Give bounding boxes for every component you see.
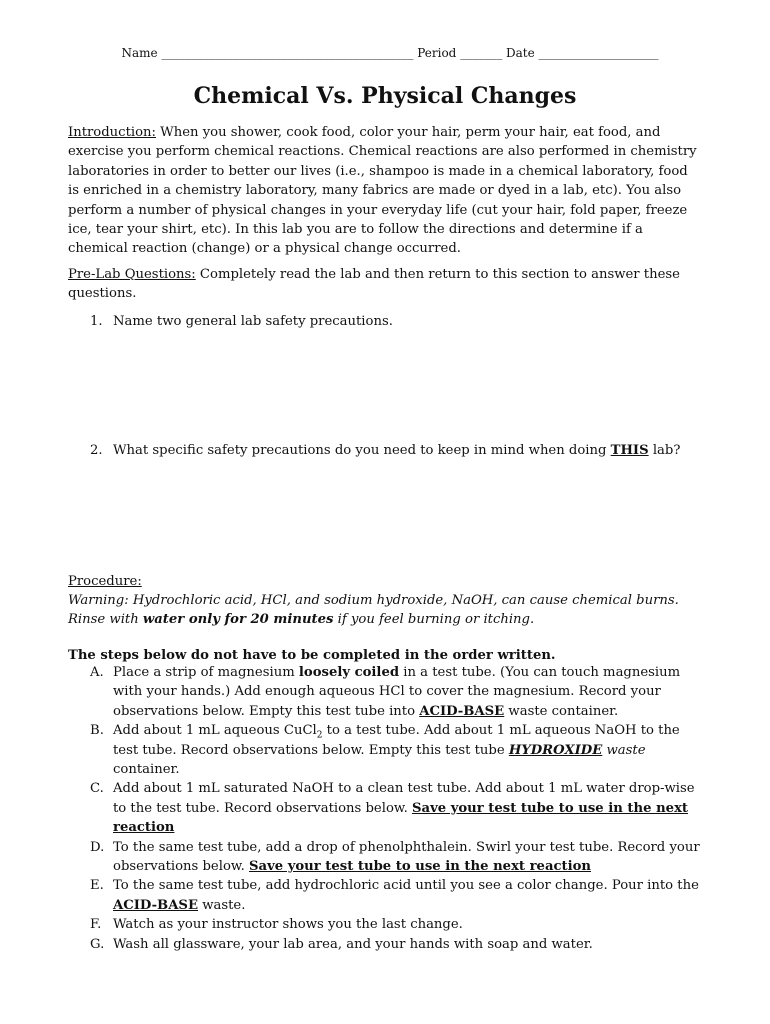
- worksheet-page: [68, 46, 702, 954]
- step-text: Watch as your instructor shows you the last change.: [113, 917, 463, 933]
- prelab-text: Completely read the lab and then return to this section to answer these questions.: [68, 266, 680, 302]
- step-text: [113, 838, 702, 877]
- prelab-question-1: [68, 312, 702, 441]
- step-bold-underline: ACID-BASE: [113, 897, 199, 913]
- step-text-part: Add about 1 mL saturated NaOH to a clean test tube. Add about 1 mL water drop-wise to the test tube. Record observations below.: [113, 781, 695, 816]
- subscript: 2: [316, 730, 323, 741]
- step-text-part: to a test tube. Add about 1 mL aqueous NaOH to the test tube. Record observations below. Empty this test tube: [113, 723, 680, 758]
- step-text: [113, 663, 702, 721]
- steps-heading: The steps below do not have to be completed in the order written.: [68, 647, 556, 663]
- introduction-label: Introduction:: [68, 125, 156, 140]
- step-bold-underline: Save your test tube to use in the next reaction: [113, 800, 689, 836]
- date-label: Date: [506, 46, 535, 60]
- warning-bold: water only for 20 minutes: [142, 612, 334, 628]
- step-text: [113, 779, 702, 837]
- name-blank: __________________________________________: [161, 46, 414, 60]
- step-text-part: Place a strip of magnesium: [113, 664, 299, 680]
- question-number: 2.: [90, 442, 103, 458]
- prelab-question-2: [68, 441, 702, 570]
- step-letter: F.: [90, 917, 102, 933]
- question-number: 1.: [90, 313, 103, 329]
- introduction-text: When you shower, cook food, color your hair, perm your hair, eat food, and exercise you perform chemical reactions. Chemical reactions are also performed in chemistry laboratories in order to better our lives (i.e., shampoo is made in a chemical laboratory, food is enriched in a chemistry laboratory, many fabrics are made or dyed in a lab, etc). You also perform a number of physical changes in your everyday life (cut your hair, fold paper, freeze ice, tear your shirt, etc). In this lab you are to follow the directions and determine if a chemical reaction (change) or a physical change occurred.: [68, 125, 697, 257]
- period-label: Period: [417, 46, 457, 60]
- procedure-heading: [68, 572, 702, 591]
- step-letter: A.: [90, 664, 104, 680]
- prelab-paragraph: [68, 265, 702, 304]
- step-italic: waste: [602, 742, 646, 758]
- step-text: Wash all glassware, your lab area, and your hands with soap and water.: [113, 936, 593, 952]
- step-b: [68, 721, 702, 779]
- warning-text: [68, 591, 702, 630]
- step-text: [113, 876, 702, 915]
- step-bold-underline: Save your test tube to use in the next reaction: [249, 858, 592, 874]
- step-text-part: waste container.: [504, 703, 619, 719]
- prelab-label: Pre-Lab Questions:: [68, 266, 196, 282]
- step-text-part: in a test tube. (You can touch magnesium with your hands.) Add enough aqueous HCl to cover the magnesium. Record your observations below. Empty this test tube into: [113, 664, 681, 719]
- step-e: [68, 876, 702, 915]
- step-d: [68, 838, 702, 877]
- step-text: [113, 721, 702, 779]
- step-letter: C.: [90, 781, 104, 797]
- step-text-part: waste.: [198, 897, 246, 913]
- step-letter: B.: [90, 723, 104, 739]
- question-emphasis: THIS: [610, 442, 649, 458]
- procedure-label: Procedure:: [68, 573, 142, 589]
- step-f: [68, 915, 702, 934]
- step-a: [68, 663, 702, 721]
- date-blank: ____________________: [538, 46, 659, 60]
- period-blank: _______: [460, 46, 503, 60]
- step-text-part: Add about 1 mL aqueous CuCl: [113, 723, 317, 739]
- step-g: [68, 935, 702, 954]
- name-label: Name: [121, 46, 158, 60]
- step-bold-italic-underline: HYDROXIDE: [508, 742, 603, 758]
- warning-part-2: if you feel burning or itching.: [333, 612, 535, 628]
- step-text-part: To the same test tube, add a drop of phenolphthalein. Swirl your test tube. Record your observations below.: [113, 839, 700, 874]
- step-bold: loosely coiled: [298, 664, 400, 680]
- question-text: Name two general lab safety precautions.: [113, 313, 393, 329]
- step-text-part: To the same test tube, add hydrochloric acid until you see a color change. Pour into the: [113, 878, 699, 894]
- question-text: What specific safety precautions do you need to keep in mind when doing: [113, 442, 611, 458]
- step-letter: E.: [90, 878, 104, 894]
- step-letter: D.: [90, 839, 105, 855]
- name-period-date-line: [78, 46, 702, 60]
- introduction-paragraph: [68, 123, 702, 259]
- warning-part-1: Warning: Hydrochloric acid, HCl, and sodium hydroxide, NaOH, can cause chemical burns. Rinse with: [68, 593, 679, 628]
- page-title: Chemical Vs. Physical Changes: [193, 83, 577, 109]
- step-letter: G.: [90, 936, 105, 952]
- step-c: [68, 779, 702, 837]
- question-text-end: lab?: [648, 442, 681, 458]
- step-bold-underline: ACID-BASE: [419, 703, 505, 719]
- step-text-part: container.: [113, 761, 180, 777]
